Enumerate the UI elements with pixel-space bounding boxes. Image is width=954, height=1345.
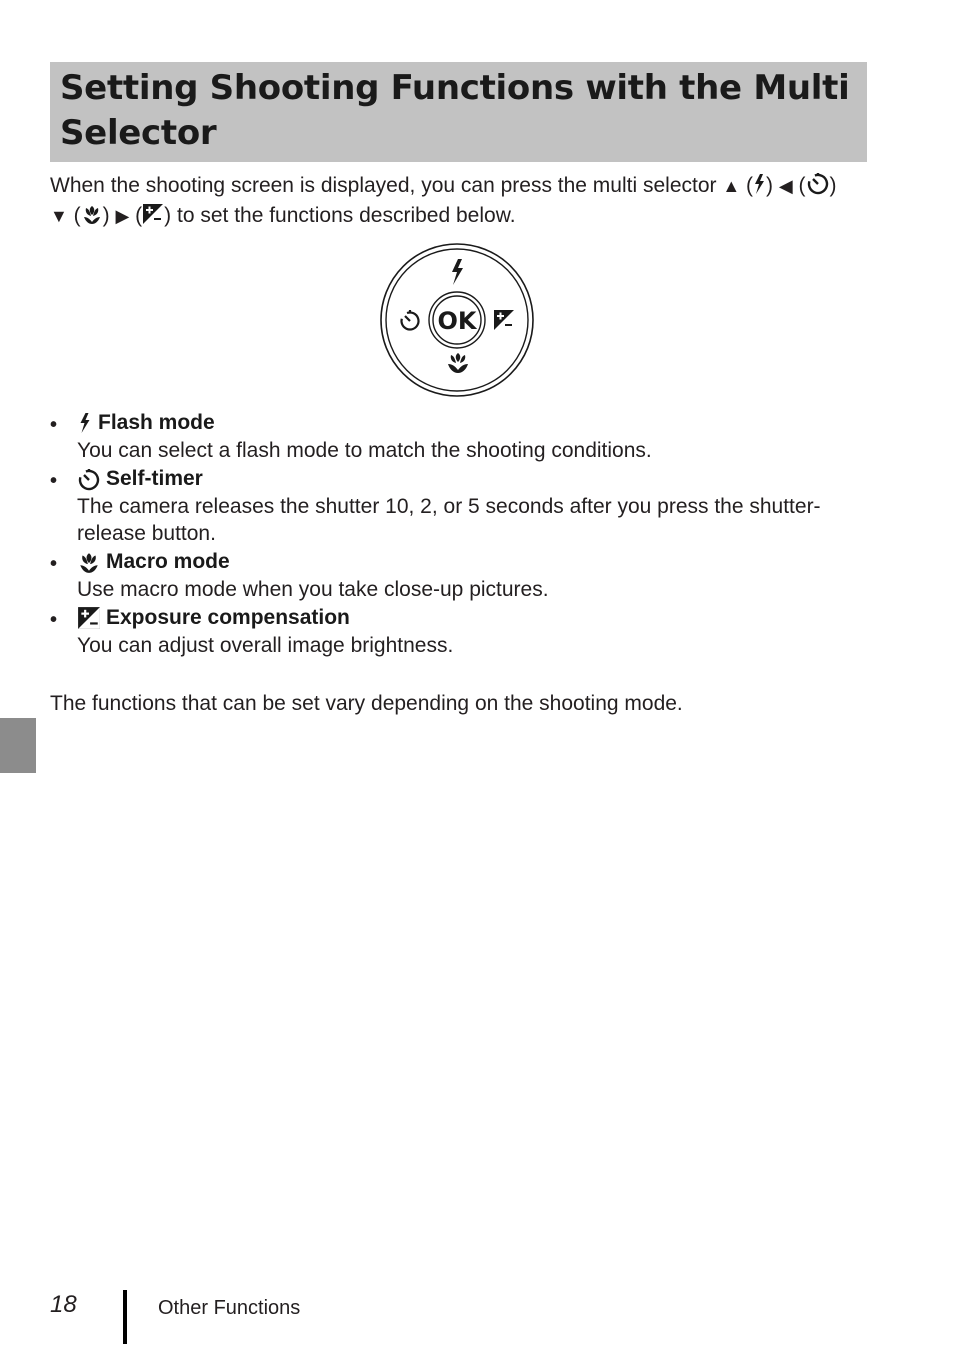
item-label: Self-timer bbox=[106, 467, 203, 490]
exposure-compensation-icon bbox=[494, 310, 514, 330]
self-timer-icon bbox=[77, 467, 101, 491]
exposure-compensation-icon bbox=[77, 606, 101, 630]
item-description: You can adjust overall image brightness. bbox=[77, 634, 454, 657]
intro-paragraph: When the shooting screen is displayed, you can press the multi selector ▲ ( ) ◀ ( ) ▼ ( ) ▶ ( ) to set the functions described below. bbox=[50, 171, 880, 232]
footer-section-label: Other Functions bbox=[158, 1297, 301, 1319]
flash-icon bbox=[452, 259, 463, 285]
item-description: Use macro mode when you take close-up pictures. bbox=[77, 578, 549, 601]
page-number: 18 bbox=[50, 1291, 77, 1318]
item-label: Exposure compensation bbox=[106, 606, 350, 629]
title-bar bbox=[50, 62, 867, 162]
ok-button-label: OK bbox=[437, 307, 477, 335]
self-timer-icon bbox=[806, 171, 830, 202]
chapter-tab bbox=[0, 718, 36, 773]
item-description: You can select a flash mode to match the shooting conditions. bbox=[77, 439, 652, 462]
item-description: The camera releases the shutter 10, 2, or 5 seconds after you press the shutter-release button. bbox=[77, 495, 821, 545]
item-label: Macro mode bbox=[106, 550, 230, 573]
multi-selector-diagram bbox=[378, 241, 538, 399]
macro-icon bbox=[81, 203, 103, 232]
flash-icon bbox=[77, 412, 93, 434]
bullet: • bbox=[50, 414, 58, 436]
list-item-exposure-compensation bbox=[50, 603, 850, 659]
bullet: • bbox=[50, 553, 58, 575]
exposure-compensation-icon bbox=[142, 203, 164, 232]
footer-divider bbox=[123, 1290, 127, 1344]
note-text: The functions that can be set vary depending on the shooting mode. bbox=[50, 692, 683, 715]
bullet: • bbox=[50, 609, 58, 631]
page-title: Setting Shooting Functions with the Multi Selector bbox=[60, 68, 850, 153]
intro-text-before: When the shooting screen is displayed, you can press the multi selector bbox=[50, 174, 717, 197]
down-arrow-icon: ▼ bbox=[50, 206, 68, 226]
list-item-macro-mode bbox=[50, 547, 850, 603]
list-item-flash-mode bbox=[50, 408, 850, 464]
up-arrow-icon: ▲ bbox=[722, 176, 741, 196]
function-list bbox=[50, 408, 850, 659]
item-label: Flash mode bbox=[98, 411, 215, 434]
left-arrow-icon: ◀ bbox=[778, 176, 793, 196]
macro-icon bbox=[448, 353, 468, 373]
bullet: • bbox=[50, 470, 58, 492]
macro-icon bbox=[77, 550, 101, 574]
right-arrow-icon: ▶ bbox=[115, 206, 130, 226]
list-item-self-timer bbox=[50, 464, 850, 547]
self-timer-icon bbox=[399, 310, 421, 332]
flash-icon bbox=[753, 173, 766, 202]
